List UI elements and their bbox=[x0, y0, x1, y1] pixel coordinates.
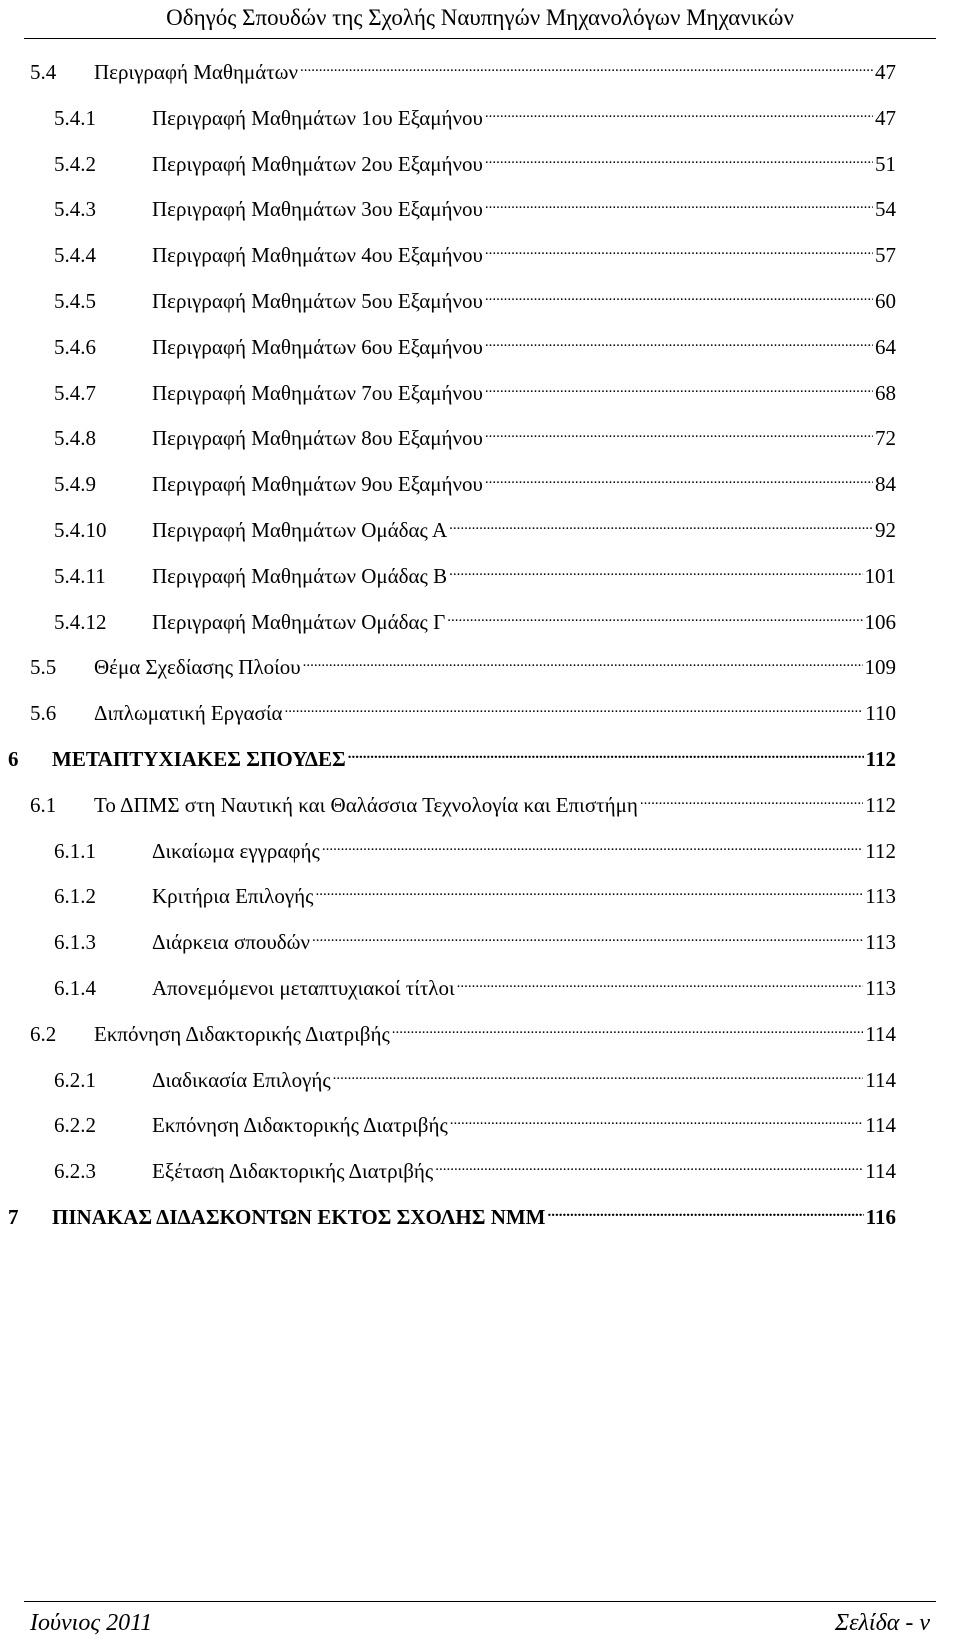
toc-entry-number: 6.1.2 bbox=[54, 884, 96, 909]
toc-entry-title: Εκπόνηση Διδακτορικής Διατριβής bbox=[152, 1113, 448, 1138]
toc-dot-leader bbox=[548, 1204, 864, 1224]
toc-entry-title: ΠΙΝΑΚΑΣ ΔΙΔΑΣΚΟΝΤΩΝ ΕΚΤΟΣ ΣΧΟΛΗΣ ΝΜΜ bbox=[52, 1205, 546, 1229]
toc-entry-title: Περιγραφή Μαθημάτων 9ου Εξαμήνου bbox=[152, 472, 483, 497]
toc-entry-page: 64 bbox=[875, 334, 896, 359]
toc-entry[interactable] bbox=[54, 928, 896, 956]
toc-dot-leader bbox=[285, 700, 864, 720]
toc-dot-leader bbox=[485, 334, 873, 354]
toc-entry-number: 5.4.1 bbox=[54, 105, 96, 130]
toc-entry-page: 114 bbox=[865, 1067, 896, 1092]
toc-entry-title: Εξέταση Διδακτορικής Διατριβής bbox=[152, 1159, 434, 1184]
toc-dot-leader bbox=[485, 380, 873, 400]
toc-dot-leader bbox=[485, 425, 873, 445]
toc-entry-title: Διάρκεια σπουδών bbox=[152, 930, 310, 955]
toc-entry-number: 6.2 bbox=[30, 1021, 57, 1046]
toc-entry-page: 113 bbox=[865, 884, 896, 909]
toc-entry-title: Περιγραφή Μαθημάτων Ομάδας Γ bbox=[152, 609, 446, 634]
toc-entry-page: 112 bbox=[865, 747, 896, 771]
toc-dot-leader bbox=[485, 196, 873, 216]
page-header bbox=[0, 4, 960, 32]
toc-dot-leader bbox=[485, 471, 873, 491]
toc-entry-number: 6.2.1 bbox=[54, 1067, 96, 1092]
toc-dot-leader bbox=[300, 59, 873, 79]
toc-entry[interactable] bbox=[54, 882, 896, 910]
toc-entry-title: Περιγραφή Μαθημάτων 1ου Εξαμήνου bbox=[152, 105, 483, 130]
toc-entry-page: 84 bbox=[875, 472, 896, 497]
toc-dot-leader bbox=[303, 654, 863, 674]
toc-entry-title: Διπλωματική Εργασία bbox=[94, 701, 283, 726]
toc-entry[interactable] bbox=[30, 1020, 896, 1048]
toc-entry-number: 6.1.4 bbox=[54, 976, 96, 1000]
toc-entry-page: 109 bbox=[864, 655, 896, 680]
footer-date: Ιούνιος 2011 bbox=[30, 1610, 153, 1636]
toc-entry-page: 60 bbox=[875, 289, 896, 313]
toc-entry-page: 112 bbox=[865, 792, 896, 817]
toc-entry-number: 5.4.10 bbox=[54, 518, 107, 542]
page-footer bbox=[30, 1608, 930, 1638]
toc-dot-leader bbox=[485, 288, 873, 308]
toc-entry-number: 5.4 bbox=[30, 60, 57, 84]
toc-entry[interactable] bbox=[54, 333, 896, 361]
footer-page-number: Σελίδα - v bbox=[834, 1610, 930, 1636]
toc-entry-page: 114 bbox=[865, 1159, 896, 1184]
toc-entry[interactable] bbox=[54, 608, 896, 636]
toc-entry[interactable] bbox=[54, 1111, 896, 1139]
toc-entry-page: 114 bbox=[865, 1113, 896, 1138]
toc-entry[interactable] bbox=[54, 241, 896, 269]
toc-dot-leader bbox=[640, 792, 863, 812]
toc-entry-title: Περιγραφή Μαθημάτων Ομάδας Α bbox=[152, 518, 448, 542]
toc-entry-page: 51 bbox=[875, 151, 896, 176]
toc-entry[interactable] bbox=[54, 470, 896, 498]
footer-divider bbox=[24, 1601, 936, 1602]
toc-entry-number: 5.4.5 bbox=[54, 289, 96, 313]
toc-entry-number: 5.4.2 bbox=[54, 151, 96, 176]
toc-entry[interactable] bbox=[54, 195, 896, 223]
toc-entry-page: 72 bbox=[875, 426, 896, 451]
toc-entry-title: Περιγραφή Μαθημάτων bbox=[94, 60, 298, 84]
toc-entry-title: Διαδικασία Επιλογής bbox=[152, 1067, 331, 1092]
toc-entry-number: 5.4.12 bbox=[54, 609, 107, 634]
toc-dot-leader bbox=[449, 563, 862, 583]
toc-entry-page: 112 bbox=[865, 838, 896, 863]
toc-entry-number: 6.2.2 bbox=[54, 1113, 96, 1138]
toc-entry[interactable] bbox=[30, 58, 896, 86]
toc-entry[interactable] bbox=[54, 516, 896, 544]
toc-entry-number: 5.4.4 bbox=[54, 243, 96, 268]
toc-entry-number: 5.6 bbox=[30, 701, 57, 726]
toc-dot-leader bbox=[435, 1158, 863, 1178]
toc-entry-number: 7 bbox=[8, 1205, 19, 1229]
toc-entry[interactable] bbox=[54, 1066, 896, 1094]
toc-entry-number: 5.4.8 bbox=[54, 426, 96, 451]
toc-entry-page: 68 bbox=[875, 380, 896, 405]
toc-entry-number: 6.1 bbox=[30, 792, 57, 817]
toc-entry[interactable] bbox=[30, 791, 896, 819]
toc-entry[interactable] bbox=[54, 1157, 896, 1185]
toc-dot-leader bbox=[485, 151, 873, 171]
toc-entry-page: 54 bbox=[875, 197, 896, 222]
toc-entry-number: 5.4.3 bbox=[54, 197, 96, 222]
toc-dot-leader bbox=[392, 1021, 864, 1041]
toc-dot-leader bbox=[348, 746, 864, 766]
toc-entry-page: 57 bbox=[875, 243, 896, 268]
toc-dot-leader bbox=[449, 517, 873, 537]
toc-entry-page: 116 bbox=[865, 1205, 896, 1229]
toc-entry[interactable] bbox=[54, 379, 896, 407]
toc-entry[interactable] bbox=[54, 287, 896, 315]
toc-entry[interactable] bbox=[54, 837, 896, 865]
header-title: Οδηγός Σπουδών της Σχολής Ναυπηγών Μηχανολόγων Μηχανικών bbox=[166, 5, 794, 30]
toc-entry-title: Θέμα Σχεδίασης Πλοίου bbox=[94, 655, 301, 680]
toc-entry-title: Εκπόνηση Διδακτορικής Διατριβής bbox=[94, 1021, 390, 1046]
toc-entry[interactable] bbox=[54, 424, 896, 452]
toc-entry[interactable] bbox=[30, 653, 896, 681]
toc-entry-number: 5.4.7 bbox=[54, 380, 96, 405]
toc-entry[interactable] bbox=[54, 974, 896, 1002]
toc-entry-number: 5.4.9 bbox=[54, 472, 96, 497]
toc-entry[interactable] bbox=[30, 699, 896, 727]
toc-dot-leader bbox=[315, 883, 863, 903]
toc-entry-number: 6 bbox=[8, 747, 19, 771]
toc-entry-page: 101 bbox=[864, 563, 896, 588]
toc-entry-title: Περιγραφή Μαθημάτων 6ου Εξαμήνου bbox=[152, 334, 483, 359]
toc-entry-page: 113 bbox=[865, 976, 896, 1000]
toc-entry-number: 6.1.3 bbox=[54, 930, 96, 955]
toc-dot-leader bbox=[485, 242, 873, 262]
toc-entry-page: 92 bbox=[875, 518, 896, 542]
toc-entry[interactable] bbox=[8, 745, 896, 773]
toc-dot-leader bbox=[457, 975, 864, 995]
toc-entry-title: Περιγραφή Μαθημάτων 8ου Εξαμήνου bbox=[152, 426, 483, 451]
toc-dot-leader bbox=[322, 838, 863, 858]
toc-entry-number: 5.4.6 bbox=[54, 334, 96, 359]
toc-entry[interactable] bbox=[54, 150, 896, 178]
toc-entry-page: 114 bbox=[865, 1021, 896, 1046]
toc-dot-leader bbox=[485, 105, 873, 125]
toc-dot-leader bbox=[450, 1112, 864, 1132]
toc-entry-page: 47 bbox=[875, 105, 896, 130]
header-divider bbox=[24, 38, 936, 39]
toc-entry-title: Περιγραφή Μαθημάτων Ομάδας Β bbox=[152, 563, 448, 588]
toc-entry-page: 47 bbox=[875, 60, 896, 84]
toc-entry-page: 106 bbox=[864, 609, 896, 634]
toc-entry-title: Δικαίωμα εγγραφής bbox=[152, 838, 320, 863]
toc-entry-number: 6.2.3 bbox=[54, 1159, 96, 1184]
toc-entry-title: Κριτήρια Επιλογής bbox=[152, 884, 314, 909]
toc-entry[interactable] bbox=[54, 562, 896, 590]
toc-dot-leader bbox=[447, 609, 862, 629]
toc-entry-title: Περιγραφή Μαθημάτων 2ου Εξαμήνου bbox=[152, 151, 483, 176]
toc-entry-number: 5.4.11 bbox=[54, 563, 106, 588]
toc-entry-title: Απονεμόμενοι μεταπτυχιακοί τίτλοι bbox=[152, 976, 455, 1000]
toc-entry[interactable] bbox=[54, 104, 896, 132]
toc-entry-title: Το ΔΠΜΣ στη Ναυτική και Θαλάσσια Τεχνολογία και Επιστήμη bbox=[94, 792, 638, 817]
toc-entry-number: 5.5 bbox=[30, 655, 57, 680]
toc-dot-leader bbox=[333, 1067, 864, 1087]
toc-dot-leader bbox=[312, 929, 863, 949]
toc-entry-title: Περιγραφή Μαθημάτων 5ου Εξαμήνου bbox=[152, 289, 483, 313]
toc-entry-page: 110 bbox=[865, 701, 896, 726]
toc-entry-title: Περιγραφή Μαθημάτων 7ου Εξαμήνου bbox=[152, 380, 483, 405]
toc-entry-page: 113 bbox=[865, 930, 896, 955]
toc-entry-title: Περιγραφή Μαθημάτων 4ου Εξαμήνου bbox=[152, 243, 483, 268]
toc-entry-title: Περιγραφή Μαθημάτων 3ου Εξαμήνου bbox=[152, 197, 483, 222]
toc-entry[interactable] bbox=[8, 1203, 896, 1231]
toc-entry-title: ΜΕΤΑΠΤΥΧΙΑΚΕΣ ΣΠΟΥΔΕΣ bbox=[52, 747, 346, 771]
toc-entry-number: 6.1.1 bbox=[54, 838, 96, 863]
